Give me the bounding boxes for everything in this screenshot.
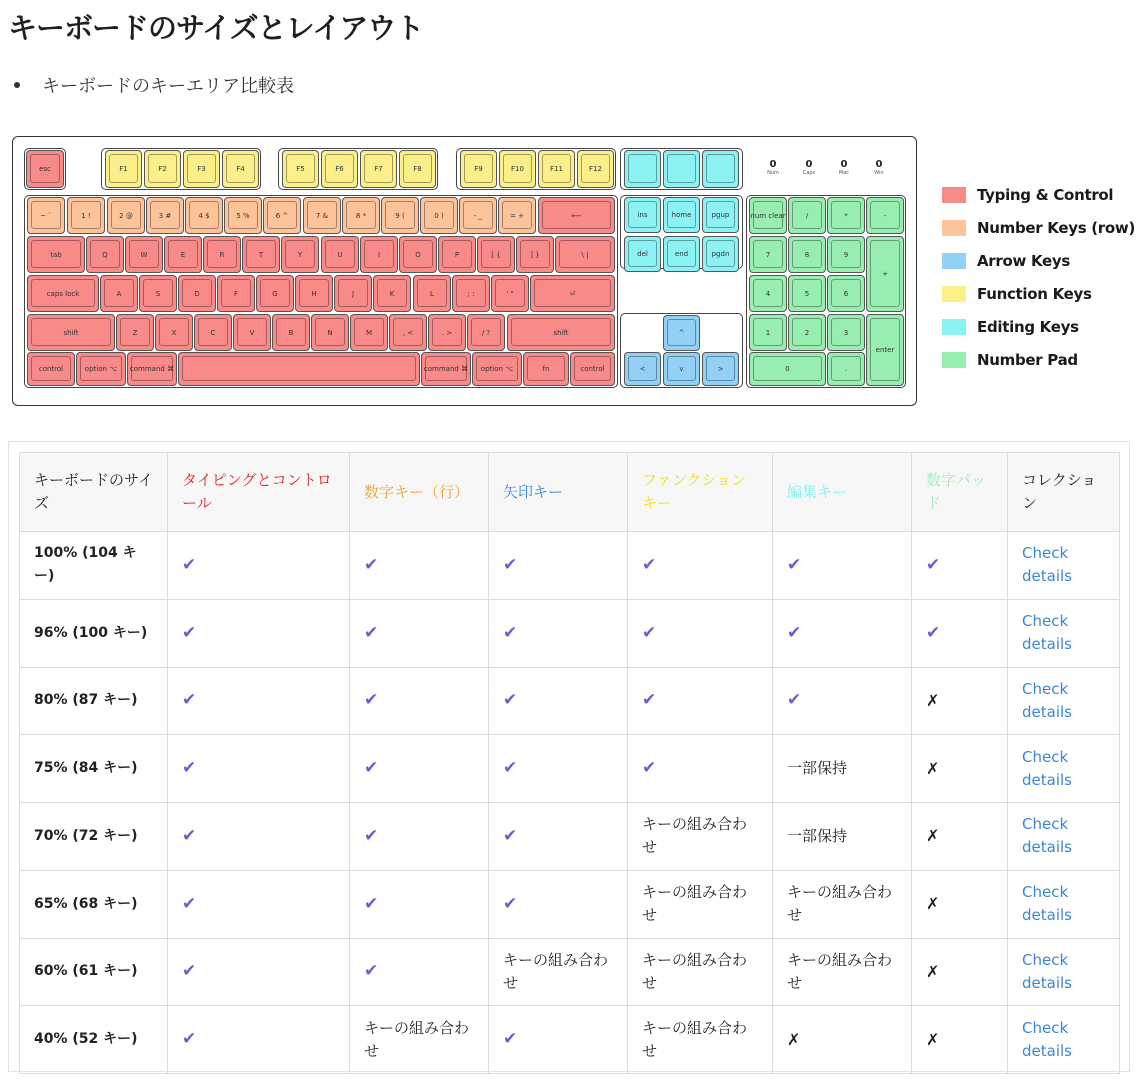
bullet-item xyxy=(14,72,294,98)
check-details-link[interactable]: Check details xyxy=(1022,1018,1072,1060)
keyboard-size-cell: 40% (52 キー) xyxy=(20,1006,168,1074)
feature-cell xyxy=(773,667,912,735)
feature-cell xyxy=(912,667,1008,735)
indicator-value: 0 xyxy=(805,159,813,170)
feature-cell xyxy=(912,599,1008,667)
legend-label: Typing & Control xyxy=(977,185,1114,204)
cross-icon: ✗ xyxy=(926,1029,940,1049)
feature-cell xyxy=(350,803,489,871)
key-z-row: B xyxy=(272,314,310,351)
key-f8: F8 xyxy=(399,150,436,188)
table-row xyxy=(20,667,1120,735)
legend-item xyxy=(942,277,1135,310)
key-space xyxy=(178,352,420,386)
feature-cell xyxy=(350,532,489,600)
check-icon: ✔ xyxy=(364,690,379,711)
key-number-row: 8 * xyxy=(342,197,380,234)
key-numpad-slash: / xyxy=(788,197,826,234)
feature-cell xyxy=(168,532,350,600)
table-row xyxy=(20,938,1120,1006)
key-a-row: ' " xyxy=(491,275,529,312)
legend-item xyxy=(942,310,1135,343)
legend-swatch xyxy=(942,220,966,236)
table-row xyxy=(20,599,1120,667)
table-header-cell: 矢印キー xyxy=(489,453,628,532)
feature-note: キーの組み合わせ xyxy=(503,950,609,992)
key-number-row: 9 ( xyxy=(381,197,419,234)
key-editing-top-2 xyxy=(663,150,700,188)
key-a-row: F xyxy=(217,275,255,312)
feature-note: キーの組み合わせ xyxy=(787,950,893,992)
bullet-text: キーボードのキーエリア比較表 xyxy=(42,76,294,97)
key-caps-lock: caps lock xyxy=(27,275,99,312)
keyboard-size-cell: 60% (61 キー) xyxy=(20,938,168,1006)
check-icon: ✔ xyxy=(503,690,518,711)
feature-cell xyxy=(350,938,489,1006)
feature-cell xyxy=(628,735,773,803)
keyboard-size-cell: 80% (87 キー) xyxy=(20,667,168,735)
table-row xyxy=(20,870,1120,938)
check-icon: ✔ xyxy=(182,825,197,846)
feature-cell xyxy=(350,870,489,938)
indicator-mac xyxy=(829,159,859,176)
key-pgup: pgup xyxy=(702,197,739,233)
key-f11: F11 xyxy=(538,150,575,188)
table-row xyxy=(20,803,1120,871)
key-a-row: K xyxy=(373,275,411,312)
indicator-caps xyxy=(794,159,824,176)
feature-cell xyxy=(773,870,912,938)
collection-cell xyxy=(1008,938,1120,1006)
key-ins: ins xyxy=(624,197,661,233)
feature-note: キーの組み合わせ xyxy=(787,883,893,925)
key-enter: ⏎ xyxy=(530,275,615,312)
table-header-cell: 数字パッド xyxy=(912,453,1008,532)
key-control-right: control xyxy=(570,352,615,386)
key-a-row: J xyxy=(334,275,372,312)
check-icon: ✔ xyxy=(182,893,197,914)
check-icon: ✔ xyxy=(926,554,941,575)
key-arrow-up: ^ xyxy=(663,315,700,351)
legend-swatch xyxy=(942,286,966,302)
key-f9: F9 xyxy=(460,150,497,188)
feature-cell xyxy=(350,735,489,803)
feature-cell xyxy=(489,938,628,1006)
key-a-row: L xyxy=(413,275,451,312)
feature-cell xyxy=(912,803,1008,871)
key-f4: F4 xyxy=(222,150,259,188)
legend-label: Function Keys xyxy=(977,284,1092,303)
check-icon: ✔ xyxy=(503,893,518,914)
check-icon: ✔ xyxy=(642,554,657,575)
collection-cell xyxy=(1008,803,1120,871)
feature-cell xyxy=(628,938,773,1006)
key-z-row: / ? xyxy=(467,314,505,351)
indicator-label: Win xyxy=(874,170,884,176)
key-numpad-0: 0 xyxy=(749,352,826,386)
indicator-label: Caps xyxy=(802,170,816,176)
collection-cell xyxy=(1008,870,1120,938)
feature-cell xyxy=(912,735,1008,803)
check-details-link[interactable]: Check details xyxy=(1022,950,1072,992)
check-icon: ✔ xyxy=(787,554,802,575)
table-header-cell: 数字キー（行） xyxy=(350,453,489,532)
key-number-row: 6 ^ xyxy=(263,197,301,234)
table-header-cell: 編集キー xyxy=(773,453,912,532)
check-details-link[interactable]: Check details xyxy=(1022,679,1072,721)
check-icon: ✔ xyxy=(503,758,518,779)
key-q-row: \ | xyxy=(555,236,615,273)
indicator-label: Num xyxy=(767,170,779,176)
check-details-link[interactable]: Check details xyxy=(1022,544,1072,586)
key-shift-left: shift xyxy=(27,314,115,351)
key-number-row: 1 ! xyxy=(67,197,105,234)
feature-cell xyxy=(912,938,1008,1006)
indicator-value: 0 xyxy=(840,159,848,170)
key-z-row: M xyxy=(350,314,388,351)
key-home: home xyxy=(663,197,700,233)
legend-label: Number Keys (row) xyxy=(977,218,1136,237)
indicator-label: Mac xyxy=(838,170,850,176)
feature-cell xyxy=(773,1006,912,1074)
key-fn: fn xyxy=(523,352,569,386)
feature-cell xyxy=(489,667,628,735)
check-icon: ✔ xyxy=(364,961,379,982)
key-numpad-5: 5 xyxy=(788,275,826,312)
key-number-row: 3 # xyxy=(146,197,184,234)
feature-cell xyxy=(489,803,628,871)
feature-cell xyxy=(628,667,773,735)
key-arrow-left: < xyxy=(624,352,661,386)
key-numpad-6: 6 xyxy=(827,275,865,312)
check-icon: ✔ xyxy=(364,758,379,779)
feature-cell xyxy=(168,1006,350,1074)
key-number-row: ~ ` xyxy=(27,197,65,234)
check-icon: ✔ xyxy=(503,1029,518,1050)
feature-cell xyxy=(350,667,489,735)
feature-cell xyxy=(912,532,1008,600)
indicator-win xyxy=(864,159,894,176)
legend-swatch xyxy=(942,352,966,368)
indicator-num xyxy=(758,159,788,176)
table-header-row xyxy=(20,453,1120,532)
check-icon: ✔ xyxy=(182,622,197,643)
legend-item xyxy=(942,178,1135,211)
key-num-clear: num clear xyxy=(749,197,787,234)
check-icon: ✔ xyxy=(926,622,941,643)
key-z-row: Z xyxy=(116,314,154,351)
feature-note: キーの組み合わせ xyxy=(642,1018,748,1060)
key-q-row: E xyxy=(164,236,202,273)
key-control-left: control xyxy=(27,352,75,386)
check-icon: ✔ xyxy=(182,1029,197,1050)
check-icon: ✔ xyxy=(503,554,518,575)
check-icon: ✔ xyxy=(182,690,197,711)
feature-cell xyxy=(773,803,912,871)
key-del: del xyxy=(624,236,661,272)
feature-cell xyxy=(489,1006,628,1074)
check-icon: ✔ xyxy=(364,893,379,914)
keyboard-diagram xyxy=(12,136,917,406)
keyboard-size-cell: 70% (72 キー) xyxy=(20,803,168,871)
legend-item xyxy=(942,343,1135,376)
collection-cell xyxy=(1008,667,1120,735)
check-icon: ✔ xyxy=(364,554,379,575)
legend-swatch xyxy=(942,253,966,269)
check-icon: ✔ xyxy=(182,961,197,982)
legend-item xyxy=(942,244,1135,277)
key-numpad-plus: + xyxy=(866,236,904,312)
keyboard-size-cell: 75% (84 キー) xyxy=(20,735,168,803)
collection-cell xyxy=(1008,599,1120,667)
cross-icon: ✗ xyxy=(926,894,940,914)
key-q-row: Y xyxy=(281,236,319,273)
collection-cell xyxy=(1008,1006,1120,1074)
cross-icon: ✗ xyxy=(787,1029,801,1049)
cross-icon: ✗ xyxy=(926,690,940,710)
key-numpad-7: 7 xyxy=(749,236,787,273)
cross-icon: ✗ xyxy=(926,758,940,778)
feature-note: キーの組み合わせ xyxy=(642,883,748,925)
check-details-link[interactable]: Check details xyxy=(1022,612,1072,654)
key-backspace: ⟵ xyxy=(538,197,615,234)
feature-cell xyxy=(168,667,350,735)
key-q-row: [ { xyxy=(477,236,515,273)
key-command-right: command ⌘ xyxy=(421,352,471,386)
feature-cell xyxy=(168,735,350,803)
keyboard-size-cell: 65% (68 キー) xyxy=(20,870,168,938)
key-arrow-down: v xyxy=(663,352,700,386)
check-icon: ✔ xyxy=(503,622,518,643)
legend-label: Editing Keys xyxy=(977,317,1079,336)
legend-label: Arrow Keys xyxy=(977,251,1071,270)
feature-cell xyxy=(489,870,628,938)
check-details-link[interactable]: Check details xyxy=(1022,815,1072,857)
table-header-cell: タイピングとコントロール xyxy=(168,453,350,532)
key-a-row: G xyxy=(256,275,294,312)
comparison-table-container xyxy=(8,441,1130,1072)
feature-cell xyxy=(628,803,773,871)
feature-note: キーの組み合わせ xyxy=(364,1018,470,1060)
key-numpad-2: 2 xyxy=(788,314,826,351)
feature-cell xyxy=(489,532,628,600)
feature-cell xyxy=(168,870,350,938)
key-a-row: D xyxy=(178,275,216,312)
key-numpad-9: 9 xyxy=(827,236,865,273)
check-details-link[interactable]: Check details xyxy=(1022,747,1072,789)
keyboard-size-cell: 100% (104 キー) xyxy=(20,532,168,600)
feature-cell xyxy=(912,870,1008,938)
feature-cell xyxy=(489,599,628,667)
key-z-row: N xyxy=(311,314,349,351)
key-number-row: 5 % xyxy=(224,197,262,234)
key-numpad-8: 8 xyxy=(788,236,826,273)
key-editing-top-1 xyxy=(624,150,661,188)
key-editing-top-3 xyxy=(702,150,739,188)
indicator-value: 0 xyxy=(875,159,883,170)
key-q-row: ] } xyxy=(516,236,554,273)
key-number-row: = + xyxy=(498,197,536,234)
feature-cell xyxy=(773,599,912,667)
key-z-row: . > xyxy=(428,314,466,351)
key-number-row: - _ xyxy=(459,197,497,234)
key-q-row: O xyxy=(399,236,437,273)
key-arrow-right: > xyxy=(702,352,739,386)
feature-note: キーの組み合わせ xyxy=(642,950,748,992)
table-header-cell: キーボードのサイズ xyxy=(20,453,168,532)
key-q-row: Q xyxy=(86,236,124,273)
key-f1: F1 xyxy=(105,150,142,188)
key-f3: F3 xyxy=(183,150,220,188)
table-row xyxy=(20,532,1120,600)
key-z-row: X xyxy=(155,314,193,351)
check-icon: ✔ xyxy=(182,554,197,575)
legend-swatch xyxy=(942,319,966,335)
feature-cell xyxy=(628,599,773,667)
legend-swatch xyxy=(942,187,966,203)
check-icon: ✔ xyxy=(503,825,518,846)
check-icon: ✔ xyxy=(787,622,802,643)
check-icon: ✔ xyxy=(364,825,379,846)
key-q-row: I xyxy=(360,236,398,273)
key-a-row: ; : xyxy=(452,275,490,312)
key-number-row: 2 @ xyxy=(107,197,145,234)
feature-cell xyxy=(628,532,773,600)
key-f5: F5 xyxy=(282,150,319,188)
key-q-row: U xyxy=(321,236,359,273)
key-tab: tab xyxy=(27,236,85,273)
key-z-row: C xyxy=(194,314,232,351)
feature-cell xyxy=(168,599,350,667)
key-a-row: A xyxy=(100,275,138,312)
check-icon: ✔ xyxy=(642,622,657,643)
key-numpad-3: 3 xyxy=(827,314,865,351)
key-command-left: command ⌘ xyxy=(127,352,177,386)
key-number-row: 7 & xyxy=(303,197,341,234)
key-a-row: H xyxy=(295,275,333,312)
table-header-cell: ファンクションキー xyxy=(628,453,773,532)
key-numpad-1: 1 xyxy=(749,314,787,351)
comparison-table xyxy=(19,452,1120,1074)
key-option-right: option ⌥ xyxy=(472,352,522,386)
key-pgdn: pgdn xyxy=(702,236,739,272)
key-end: end xyxy=(663,236,700,272)
collection-cell xyxy=(1008,735,1120,803)
legend-label: Number Pad xyxy=(977,350,1078,369)
key-shift-right: shift xyxy=(507,314,615,351)
check-icon: ✔ xyxy=(642,690,657,711)
key-a-row: S xyxy=(139,275,177,312)
key-z-row: V xyxy=(233,314,271,351)
feature-cell xyxy=(912,1006,1008,1074)
feature-cell xyxy=(168,938,350,1006)
feature-cell xyxy=(773,735,912,803)
key-q-row: R xyxy=(203,236,241,273)
check-icon: ✔ xyxy=(642,758,657,779)
check-icon: ✔ xyxy=(182,758,197,779)
feature-cell xyxy=(350,599,489,667)
key-numpad-asterisk: * xyxy=(827,197,865,234)
feature-cell xyxy=(168,803,350,871)
keyboard-legend xyxy=(942,178,1135,376)
feature-note: 一部保持 xyxy=(787,826,848,845)
key-option-left: option ⌥ xyxy=(76,352,126,386)
cross-icon: ✗ xyxy=(926,961,940,981)
key-f6: F6 xyxy=(321,150,358,188)
keyboard-size-cell: 96% (100 キー) xyxy=(20,599,168,667)
key-numpad-minus: - xyxy=(866,197,904,234)
table-row xyxy=(20,735,1120,803)
check-details-link[interactable]: Check details xyxy=(1022,883,1072,925)
key-esc: esc xyxy=(26,150,64,188)
key-f7: F7 xyxy=(360,150,397,188)
key-f12: F12 xyxy=(577,150,614,188)
legend-item xyxy=(942,211,1135,244)
key-q-row: T xyxy=(242,236,280,273)
key-number-row: 4 $ xyxy=(185,197,223,234)
key-numpad-4: 4 xyxy=(749,275,787,312)
table-row xyxy=(20,1006,1120,1074)
key-f10: F10 xyxy=(499,150,536,188)
key-numpad-dot: . xyxy=(827,352,865,386)
feature-cell xyxy=(773,532,912,600)
page-title: キーボードのサイズとレイアウト xyxy=(8,11,424,45)
key-q-row: P xyxy=(438,236,476,273)
collection-cell xyxy=(1008,532,1120,600)
table-header-cell: コレクション xyxy=(1008,453,1120,532)
feature-note: キーの組み合わせ xyxy=(642,815,748,857)
feature-cell xyxy=(628,1006,773,1074)
key-q-row: W xyxy=(125,236,163,273)
feature-cell xyxy=(350,1006,489,1074)
key-number-row: 0 ) xyxy=(420,197,458,234)
key-f2: F2 xyxy=(144,150,181,188)
bullet-dot xyxy=(14,82,20,88)
feature-cell xyxy=(628,870,773,938)
feature-cell xyxy=(773,938,912,1006)
feature-cell xyxy=(489,735,628,803)
key-z-row: , < xyxy=(389,314,427,351)
indicator-value: 0 xyxy=(769,159,777,170)
check-icon: ✔ xyxy=(787,690,802,711)
feature-note: 一部保持 xyxy=(787,759,848,778)
check-icon: ✔ xyxy=(364,622,379,643)
key-numpad-enter: enter xyxy=(866,314,904,386)
cross-icon: ✗ xyxy=(926,826,940,846)
